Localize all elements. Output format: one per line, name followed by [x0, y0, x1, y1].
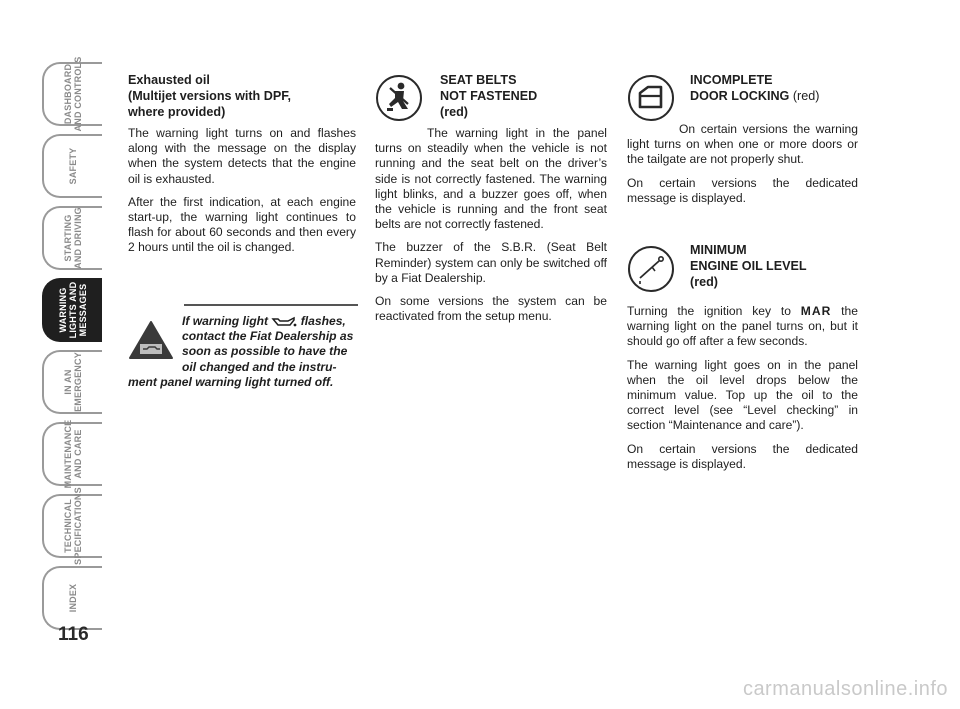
- tab-in-an-emergency[interactable]: IN AN EMERGENCY: [42, 350, 102, 414]
- oil-paragraph-3: On certain versions the dedicated message is displayed.: [627, 441, 858, 471]
- warning-divider: [184, 304, 358, 306]
- incomplete-door-locking-heading: INCOMPLETE DOOR LOCKING (red): [690, 73, 820, 103]
- tab-dashboard-and-controls[interactable]: DASHBOARD AND CONTROLS: [42, 62, 102, 126]
- page-number: 116: [58, 624, 89, 645]
- column-exhausted-oil: [128, 72, 356, 264]
- oil-paragraph-2: The warning light goes on in the panel when the oil level drops below the minimum value. Top up the oil to the correct level (see “Level checking” in section “Maintenance and care”).: [627, 357, 858, 433]
- oil-paragraph-1: Turning the ignition key to MAR the warning light on the panel turns on, but it should go off after a few seconds.: [627, 304, 858, 349]
- watermark: carmanualsonline.info: [742, 678, 948, 700]
- tab-warning-lights-and-messages[interactable]: WARNING LIGHTS AND MESSAGES: [42, 278, 102, 342]
- door-paragraph-1: On certain versions the warning light turns on when one or more doors or the tailgate are not properly shut.: [627, 122, 858, 167]
- minimum-engine-oil-level-heading: MINIMUM ENGINE OIL LEVEL (red): [690, 243, 807, 290]
- tab-maintenance-and-care[interactable]: MAINTENANCE AND CARE: [42, 422, 102, 486]
- seat-belts-heading: SEAT BELTS NOT FASTENED (red): [440, 73, 538, 119]
- column-seat-belts: [375, 72, 607, 332]
- seat-belts-paragraph-2: The buzzer of the S.B.R. (Seat Belt Reminder) system can only be switched off by a Fiat Dealership.: [375, 240, 607, 285]
- column-door-and-oil: [627, 72, 858, 480]
- door-paragraph-2: On certain versions the dedicated message is displayed.: [627, 175, 858, 205]
- tab-safety[interactable]: SAFETY: [42, 134, 102, 198]
- tab-technical-specifications[interactable]: TECHNICAL SPECIFICATIONS: [42, 494, 102, 558]
- exhausted-oil-heading: Exhausted oil (Multijet versions with DPF, where provided): [128, 73, 292, 119]
- seat-belts-paragraph-3: On some versions the system can be reactivated from the setup menu.: [375, 294, 607, 324]
- warning-text: If warning light flashes, contact the Fiat Dealership as soon as possible to have the oil changed and the instru- ment panel warning light turned off.: [128, 314, 354, 389]
- tab-starting-and-driving[interactable]: STARTING AND DRIVING: [42, 206, 102, 270]
- tab-index[interactable]: INDEX: [42, 566, 102, 630]
- exhausted-oil-paragraph-1: The warning light turns on and flashes along with the message on the display when the system detects that the engine oil is exhausted.: [128, 126, 356, 186]
- exhausted-oil-paragraph-2: After the first indication, at each engine start-up, the warning light continues to flash for about 60 seconds and then every 2 hours until the oil is changed.: [128, 194, 356, 255]
- oil-change-icon: [271, 316, 297, 328]
- seat-belts-paragraph-1: The warning light in the panel turns on steadily when the vehicle is not running and the seat belt on the driver’s side is not correctly fastened. The warning light blinks, and a buzzer goes off, when the vehicle is running and the front seat belts are not correctly fastened.: [375, 126, 607, 232]
